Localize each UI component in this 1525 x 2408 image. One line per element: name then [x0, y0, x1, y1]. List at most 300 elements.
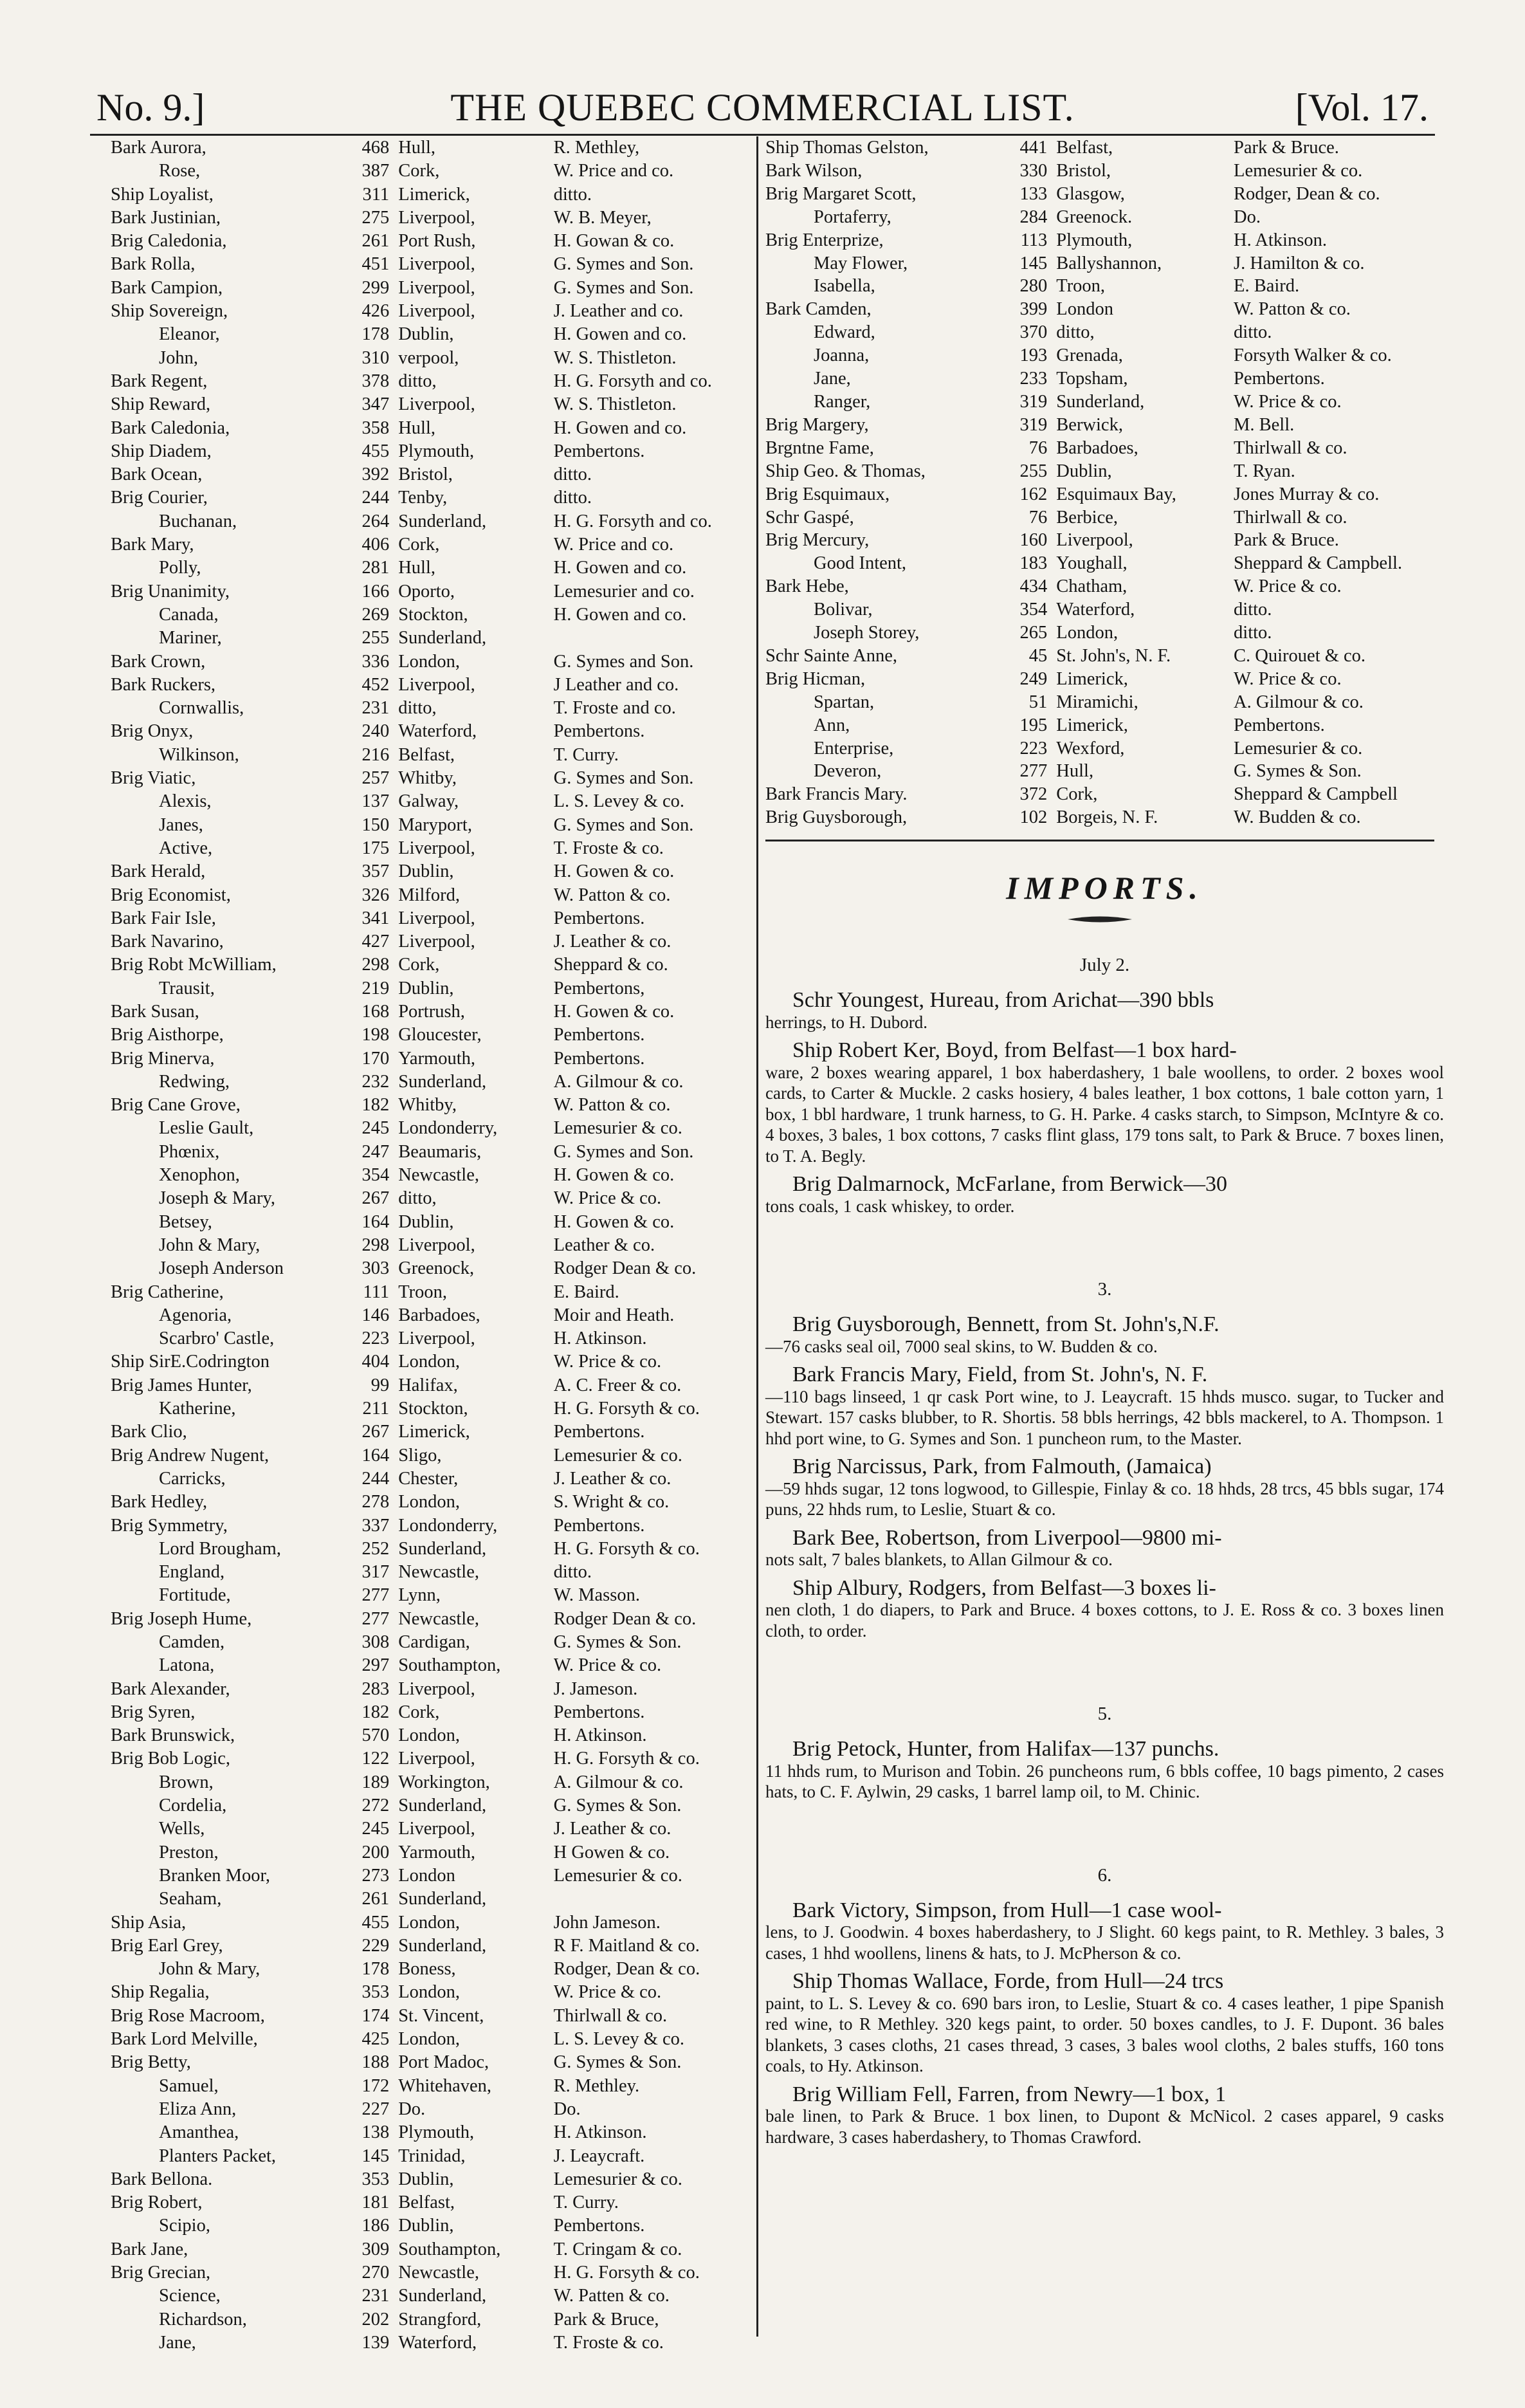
- ship-tonnage: 198: [361, 1025, 390, 1045]
- ship-consignee: T. Froste & co.: [553, 838, 664, 858]
- ship-row: [111, 1071, 754, 1094]
- ship-tonnage: 145: [1019, 253, 1048, 273]
- ship-port: Whitby,: [398, 1095, 457, 1116]
- ship-consignee: Park & Bruce.: [1234, 530, 1339, 551]
- ship-row: [111, 907, 754, 930]
- ship-port: Limerick,: [1056, 715, 1128, 735]
- import-entry-lead: Brig Dalmarnock, McFarlane, from Berwick—30: [792, 1172, 1228, 1197]
- ship-port: Newcastle,: [398, 2263, 480, 2283]
- ship-consignee: Park & Bruce,: [553, 2309, 659, 2330]
- ship-tonnage: 150: [361, 814, 390, 835]
- ship-port: Belfast,: [398, 744, 455, 765]
- ship-consignee: W. Price & co.: [553, 1352, 662, 1372]
- ship-tonnage: 172: [361, 2075, 390, 2096]
- ship-row: [111, 1794, 754, 1817]
- ship-row: [765, 598, 1444, 621]
- ship-consignee: W. B. Meyer,: [553, 207, 652, 228]
- ship-row: [111, 1094, 754, 1117]
- ship-name: Ship Sovereign,: [111, 301, 228, 322]
- ship-name: Brig Unanimity,: [111, 581, 230, 602]
- ship-port: London,: [398, 1352, 460, 1372]
- ship-consignee: W. Patten & co.: [553, 2286, 670, 2306]
- ship-consignee: W. Price & co.: [553, 1188, 662, 1209]
- ship-port: Waterford,: [1056, 600, 1135, 620]
- publication-title: THE QUEBEC COMMERCIAL LIST.: [450, 86, 1075, 129]
- right-column: [765, 136, 1444, 2155]
- ship-port: Hull,: [1056, 761, 1094, 782]
- ship-row: [111, 1234, 754, 1257]
- ship-row: [111, 1935, 754, 1958]
- ship-name: May Flower,: [814, 253, 908, 273]
- ship-consignee: W. Budden & co.: [1234, 807, 1361, 828]
- ship-consignee: E. Baird.: [553, 1282, 619, 1302]
- ship-consignee: John Jameson.: [553, 1912, 661, 1933]
- ship-port: Trinidad,: [398, 2146, 466, 2166]
- ship-consignee: Pembertons.: [553, 1025, 645, 1045]
- ship-row: [111, 1117, 754, 1140]
- ship-tonnage: 261: [361, 1889, 390, 1909]
- ship-tonnage: 370: [1019, 322, 1048, 343]
- ship-name: Brig Caledonia,: [111, 231, 227, 252]
- ship-tonnage: 137: [361, 791, 390, 812]
- ship-name: John & Mary,: [159, 1959, 260, 1980]
- ship-row: [111, 1024, 754, 1047]
- ship-name: Brig James Hunter,: [111, 1375, 252, 1395]
- ship-consignee: E. Baird.: [1234, 276, 1300, 297]
- ship-port: Chatham,: [1056, 576, 1128, 597]
- ship-consignee: Thirlwall & co.: [1234, 437, 1347, 458]
- ship-port: Limerick,: [398, 1422, 470, 1442]
- ship-port: Cork,: [1056, 784, 1098, 805]
- ship-tonnage: 175: [361, 838, 390, 858]
- ship-row: [111, 1608, 754, 1631]
- ship-name: Phœnix,: [159, 1141, 220, 1162]
- ship-tonnage: 164: [361, 1445, 390, 1466]
- ship-tonnage: 247: [361, 1141, 390, 1162]
- ship-name: Brig Aisthorpe,: [111, 1025, 224, 1045]
- ship-consignee: H. G. Forsyth & co.: [553, 1749, 700, 1769]
- ship-name: Brig Hicman,: [765, 668, 866, 689]
- ship-row: [111, 953, 754, 977]
- ship-tonnage: 353: [361, 1982, 390, 2003]
- ship-row: [111, 1187, 754, 1210]
- ship-name: Rose,: [159, 161, 201, 181]
- ship-name: Bark Ocean,: [111, 464, 203, 485]
- ship-port: Topsham,: [1056, 369, 1128, 389]
- ship-tonnage: 392: [361, 464, 390, 485]
- volume-number: [Vol. 17.: [1295, 86, 1429, 129]
- ship-consignee: Lemesurier & co.: [553, 1118, 682, 1139]
- ship-row: [111, 1374, 754, 1397]
- ship-consignee: T. Cringam & co.: [553, 2239, 682, 2259]
- ship-row: [111, 510, 754, 533]
- ship-port: Plymouth,: [1056, 230, 1133, 250]
- ship-name: Brig Syren,: [111, 1702, 196, 1722]
- import-entry-lead: Bark Bee, Robertson, from Liverpool—9800 mi-: [792, 1525, 1222, 1550]
- ship-tonnage: 245: [361, 1819, 390, 1839]
- ship-consignee: Pembertons.: [553, 1422, 645, 1442]
- ship-tonnage: 178: [361, 1959, 390, 1980]
- ship-consignee: Pembertons.: [553, 1048, 645, 1069]
- ship-row: [765, 414, 1444, 437]
- ship-row: [111, 463, 754, 486]
- ship-name: Lord Brougham,: [159, 1538, 281, 1559]
- ship-tonnage: 277: [1019, 761, 1048, 782]
- import-entry-lead: Bark Francis Mary, Field, from St. John's, N. F.: [792, 1363, 1208, 1387]
- ship-name: Bark Crown,: [111, 651, 206, 672]
- ship-port: Lynn,: [398, 1585, 441, 1606]
- ship-tonnage: 337: [361, 1515, 390, 1536]
- ship-consignee: R. Methley,: [553, 138, 640, 158]
- ship-name: Seaham,: [159, 1889, 222, 1909]
- ship-tonnage: 336: [361, 651, 390, 672]
- ship-port: Sunderland,: [398, 1538, 487, 1559]
- ship-row: [765, 645, 1444, 668]
- ship-row: [111, 1911, 754, 1935]
- ship-consignee: Rodger Dean & co.: [553, 1258, 697, 1279]
- ship-tonnage: 111: [363, 1282, 390, 1302]
- ship-consignee: G. Symes & Son.: [553, 1796, 682, 1816]
- ship-row: [111, 2191, 754, 2214]
- ship-consignee: [554, 1888, 754, 1911]
- ship-consignee: H. Atkinson.: [1234, 230, 1327, 250]
- ship-port: ditto,: [398, 698, 437, 719]
- ship-name: Deveron,: [814, 761, 882, 782]
- ship-name: Betsey,: [159, 1211, 212, 1232]
- ship-tonnage: 76: [1028, 437, 1048, 458]
- ship-port: Dublin,: [398, 2169, 454, 2189]
- ship-tonnage: 284: [1019, 207, 1048, 227]
- ship-consignee: [554, 627, 754, 650]
- ship-consignee: Park & Bruce.: [1234, 138, 1339, 158]
- ship-port: Liverpool,: [398, 908, 475, 928]
- ship-row: [111, 1257, 754, 1280]
- ship-name: Ship Thomas Gelston,: [765, 138, 929, 158]
- ship-name: Bark Caledonia,: [111, 418, 230, 438]
- ship-port: Ballyshannon,: [1056, 253, 1162, 273]
- ship-name: Bark Brunswick,: [111, 1725, 235, 1746]
- ship-port: Youghall,: [1056, 553, 1128, 574]
- ship-port: Wexford,: [1056, 738, 1125, 758]
- ship-name: Bark Herald,: [111, 861, 206, 882]
- ship-name: Bark Navarino,: [111, 932, 224, 952]
- ship-consignee: Moir and Heath.: [553, 1305, 675, 1325]
- ship-name: John,: [159, 347, 198, 368]
- ship-consignee: S. Wright & co.: [553, 1492, 670, 1512]
- ship-consignee: W. Price & co.: [553, 1655, 662, 1676]
- ship-name: Portaferry,: [814, 207, 891, 227]
- ship-list-left: [111, 136, 754, 2355]
- import-entry-body: lens, to J. Goodwin. 4 boxes haberdashery, to J Slight. 60 kegs paint, to R. Methley. 3 bales, 3 cases, 1 hhd woollens, linens & hats, to J. McPherson & co.: [765, 1922, 1444, 1963]
- ship-tonnage: 255: [1019, 461, 1048, 481]
- ship-consignee: ditto.: [553, 488, 592, 508]
- ship-name: Bark Susan,: [111, 1001, 199, 1022]
- left-column: [111, 136, 754, 2355]
- ship-name: Brig Symmetry,: [111, 1515, 228, 1536]
- imports-heading: IMPORTS.: [1006, 870, 1203, 906]
- ship-port: London,: [398, 1982, 460, 2003]
- ship-port: Barbadoes,: [398, 1305, 480, 1325]
- ship-port: Plymouth,: [398, 441, 475, 461]
- ship-consignee: Thirlwall & co.: [1234, 507, 1347, 528]
- ship-port: Borgeis, N. F.: [1056, 807, 1158, 828]
- ship-name: Cornwallis,: [159, 698, 244, 719]
- import-entry: [765, 2084, 1444, 2148]
- ship-consignee: W. Price & co.: [1234, 668, 1342, 689]
- import-entry-body: paint, to L. S. Levey & co. 690 bars iron, to Leslie, Stuart & co. 4 cases leather, 1 pipe Spanish red wine, to R Methley. 320 kegs paint, to order. 50 boxes candles, to J. F. Dupont. 36 bales blankets, 3 cases cloths, 21 cases thread, 3 cases, 3 bales wool cloths, 2 bales stuffs, 160 tons coals, to Hy. Atkinson.: [765, 1993, 1444, 2076]
- ship-port: Southampton,: [398, 1655, 501, 1676]
- ship-consignee: J. Leather and co.: [553, 301, 684, 322]
- ship-consignee: Rodger Dean & co.: [553, 1608, 697, 1629]
- ship-name: Ranger,: [814, 391, 871, 412]
- ship-name: Brig Earl Grey,: [111, 1935, 223, 1956]
- ship-consignee: J. Leather & co.: [553, 1819, 671, 1839]
- ship-row: [111, 183, 754, 207]
- ship-tonnage: 354: [1019, 600, 1048, 620]
- ship-row: [765, 344, 1444, 367]
- ship-port: London,: [398, 1912, 460, 1933]
- ship-row: [111, 2121, 754, 2144]
- ship-port: Limerick,: [398, 184, 470, 205]
- ship-name: Brig Viatic,: [111, 768, 196, 789]
- ship-port: Cork,: [398, 535, 440, 555]
- ship-tonnage: 178: [361, 324, 390, 345]
- ship-row: [111, 1817, 754, 1841]
- ship-tonnage: 252: [361, 1538, 390, 1559]
- ship-port: Bristol,: [1056, 160, 1111, 181]
- ship-tonnage: 330: [1019, 160, 1048, 181]
- ship-name: Brgntne Fame,: [765, 437, 874, 458]
- ship-row: [111, 1420, 754, 1444]
- ship-row: [111, 1654, 754, 1677]
- ship-tonnage: 182: [361, 1702, 390, 1722]
- ship-port: Liverpool,: [398, 254, 475, 275]
- ship-name: Bark Hebe,: [765, 576, 849, 597]
- ship-tonnage: 193: [1019, 345, 1048, 366]
- ship-row: [111, 1000, 754, 1024]
- ship-row: [111, 533, 754, 556]
- ship-port: Boness,: [398, 1959, 456, 1980]
- ship-tonnage: 455: [361, 441, 390, 461]
- ship-port: Liverpool,: [398, 207, 475, 228]
- ship-tonnage: 468: [361, 138, 390, 158]
- ship-tonnage: 434: [1019, 576, 1048, 597]
- ship-name: Bark Aurora,: [111, 138, 206, 158]
- ship-tonnage: 303: [361, 1258, 390, 1279]
- ship-name: Edward,: [814, 322, 875, 343]
- ship-consignee: J. Jameson.: [553, 1678, 638, 1699]
- ship-name: Schr Gaspé,: [765, 507, 854, 528]
- ship-name: Redwing,: [159, 1071, 230, 1092]
- ship-port: Cork,: [398, 955, 440, 975]
- ship-port: Yarmouth,: [398, 1842, 476, 1862]
- ship-name: Brig Joseph Hume,: [111, 1608, 252, 1629]
- ship-name: Jane,: [159, 2332, 196, 2353]
- ship-consignee: Pembertons.: [1234, 369, 1325, 389]
- ship-port: Port Rush,: [398, 231, 476, 252]
- ship-row: [765, 668, 1444, 691]
- ship-name: Brig Onyx,: [111, 721, 194, 742]
- ship-row: [111, 253, 754, 276]
- ship-consignee: G. Symes & Son.: [553, 1632, 682, 1652]
- ship-consignee: A. C. Freer & co.: [553, 1375, 682, 1395]
- import-date: July 2.: [1079, 955, 1130, 976]
- ship-port: Sunderland,: [398, 1071, 487, 1092]
- ship-consignee: G. Symes and Son.: [553, 814, 694, 835]
- ship-name: Brig Grecian,: [111, 2263, 211, 2283]
- ship-port: ditto,: [398, 1188, 437, 1209]
- ship-consignee: A. Gilmour & co.: [553, 1772, 684, 1792]
- ship-tonnage: 223: [1019, 738, 1048, 758]
- ship-name: Brown,: [159, 1772, 214, 1792]
- ship-port: Newcastle,: [398, 1562, 480, 1583]
- ship-tonnage: 425: [361, 2029, 390, 2050]
- ship-consignee: Rodger, Dean & co.: [1234, 183, 1380, 204]
- ship-consignee: H. Atkinson.: [553, 2122, 647, 2143]
- ship-port: Waterford,: [398, 721, 477, 742]
- ship-tonnage: 164: [361, 1211, 390, 1232]
- ship-row: [111, 277, 754, 300]
- ship-name: John & Mary,: [159, 1235, 260, 1255]
- ship-tonnage: 160: [1019, 530, 1048, 551]
- ship-port: Hull,: [398, 138, 435, 158]
- ship-row: [111, 650, 754, 674]
- ship-tonnage: 309: [361, 2239, 390, 2259]
- ship-name: Brig Catherine,: [111, 1282, 224, 1302]
- ship-tonnage: 229: [361, 1935, 390, 1956]
- ship-name: Brig Margaret Scott,: [765, 183, 917, 204]
- ship-row: [111, 1047, 754, 1071]
- ship-tonnage: 202: [361, 2309, 390, 2330]
- import-entry-lead: Schr Youngest, Hureau, from Arichat—390 bbls: [792, 988, 1214, 1013]
- ship-name: Bark Campion,: [111, 277, 223, 298]
- ship-row: [765, 483, 1444, 506]
- page-header: [90, 76, 1435, 136]
- import-entry-body: —59 hhds sugar, 12 tons logwood, to Gillespie, Finlay & co. 18 hhds, 28 trcs, 45 bbls sugar, 174 puns, 22 hhds rum, to Leslie, Stuart & co.: [765, 1478, 1444, 1520]
- ship-port: Sunderland,: [398, 2286, 487, 2306]
- import-entry-lead: Bark Victory, Simpson, from Hull—1 case wool-: [792, 1898, 1222, 1922]
- ship-port: Sunderland,: [398, 511, 487, 531]
- ship-consignee: Thirlwall & co.: [553, 2005, 668, 2026]
- ship-port: Liverpool,: [398, 394, 475, 415]
- ship-consignee: W. Masson.: [553, 1585, 640, 1606]
- ship-port: Stockton,: [398, 604, 468, 625]
- ship-consignee: ditto.: [1234, 623, 1272, 643]
- ship-consignee: H. G. Forsyth & co.: [553, 2263, 700, 2283]
- ship-row: [111, 1561, 754, 1584]
- import-entry-body: —110 bags linseed, 1 qr cask Port wine, to J. Leaycraft. 15 hhds musco. sugar, to Tucker and Stewart. 157 casks blubber, to R. Shortis. 58 bbls herrings, 42 bbls mackerel, to A. Thompson. 1 hhd port wine, to G. Symes and Son. 1 puncheon rum, to the Master.: [765, 1386, 1444, 1448]
- ship-consignee: J. Hamilton & co.: [1234, 253, 1365, 273]
- ship-port: London,: [398, 2029, 460, 2050]
- ship-consignee: Pembertons.: [553, 441, 645, 461]
- ship-row: [765, 737, 1444, 760]
- ship-name: Brig Bob Logic,: [111, 1749, 231, 1769]
- ship-row: [765, 783, 1444, 806]
- ship-name: Leslie Gault,: [159, 1118, 254, 1139]
- ship-tonnage: 231: [361, 2286, 390, 2306]
- ship-row: [111, 1678, 754, 1701]
- ship-port: Liverpool,: [398, 1678, 475, 1699]
- ship-name: Amanthea,: [159, 2122, 239, 2143]
- ornament-icon: [765, 912, 1434, 926]
- ship-port: Sunderland,: [398, 1889, 487, 1909]
- import-entry-lead: Ship Albury, Rodgers, from Belfast—3 boxes li-: [792, 1576, 1216, 1600]
- ship-port: Plymouth,: [398, 2122, 475, 2143]
- ship-name: Ship Asia,: [111, 1912, 187, 1933]
- ship-consignee: Pembertons.: [1234, 715, 1325, 735]
- ship-port: Dublin,: [398, 2216, 454, 2236]
- ship-tonnage: 354: [361, 1165, 390, 1186]
- ship-tonnage: 281: [361, 558, 390, 578]
- ship-tonnage: 219: [361, 978, 390, 998]
- ship-row: [765, 252, 1444, 275]
- ship-row: [111, 393, 754, 416]
- ship-port: Greenock,: [398, 1258, 475, 1279]
- ship-row: [111, 1864, 754, 1888]
- import-entry-lead: Brig Guysborough, Bennett, from St. John's,N.F.: [792, 1312, 1219, 1337]
- ship-consignee: G. Symes & Son.: [553, 2052, 682, 2073]
- ship-consignee: L. S. Levey & co.: [553, 2029, 685, 2050]
- ship-row: [111, 1304, 754, 1327]
- ship-row: [111, 603, 754, 627]
- ship-name: Science,: [159, 2286, 221, 2306]
- ship-row: [765, 206, 1444, 229]
- import-entry-body: nots salt, 7 bales blankets, to Allan Gilmour & co.: [765, 1550, 1113, 1570]
- ship-name: Bark Bellona.: [111, 2169, 213, 2189]
- ship-name: Brig Courier,: [111, 488, 208, 508]
- ship-row: [111, 1514, 754, 1538]
- ship-consignee: G. Symes and Son.: [553, 651, 694, 672]
- ship-row: [111, 930, 754, 953]
- ship-port: Dublin,: [398, 978, 454, 998]
- ship-row: [111, 977, 754, 1000]
- ship-port: Sunderland,: [398, 1796, 487, 1816]
- ship-consignee: W. Price and co.: [553, 161, 674, 181]
- ship-consignee: W. Patton & co.: [1234, 299, 1351, 320]
- ship-name: Bark Rolla,: [111, 254, 196, 275]
- ship-tonnage: 319: [1019, 391, 1048, 412]
- ship-name: Joseph Storey,: [814, 623, 920, 643]
- ship-name: Good Intent,: [814, 553, 907, 574]
- ship-row: [765, 437, 1444, 460]
- ship-consignee: G. Symes & Son.: [1234, 761, 1362, 782]
- ship-consignee: H. G. Forsyth and co.: [553, 511, 712, 531]
- ship-name: Ship Geo. & Thomas,: [765, 461, 926, 481]
- ship-row: [111, 347, 754, 370]
- ship-consignee: A. Gilmour & co.: [1234, 692, 1364, 712]
- ship-tonnage: 145: [361, 2146, 390, 2166]
- ship-consignee: H. Gowen and co.: [553, 418, 687, 438]
- ship-port: Newcastle,: [398, 1165, 480, 1186]
- ship-consignee: Pembertons.: [553, 721, 645, 742]
- ship-tonnage: 255: [361, 628, 390, 648]
- ship-port: Whitehaven,: [398, 2075, 491, 2096]
- ship-row: [111, 860, 754, 883]
- ship-row: [111, 1397, 754, 1420]
- ship-row: [111, 2098, 754, 2121]
- ship-tonnage: 227: [361, 2099, 390, 2119]
- ship-consignee: L. S. Levey & co.: [553, 791, 685, 812]
- ship-port: London,: [398, 1492, 460, 1512]
- ship-consignee: W. Patton & co.: [553, 885, 671, 905]
- ship-row: [111, 2284, 754, 2308]
- import-entry-lead: Brig William Fell, Farren, from Newry—1 box, 1: [792, 2082, 1227, 2106]
- ship-name: Cordelia,: [159, 1796, 227, 1816]
- ship-port: Southampton,: [398, 2239, 501, 2259]
- ship-name: Brig Margery,: [765, 414, 869, 435]
- ship-port: Dublin,: [398, 861, 454, 882]
- ship-port: Milford,: [398, 885, 460, 905]
